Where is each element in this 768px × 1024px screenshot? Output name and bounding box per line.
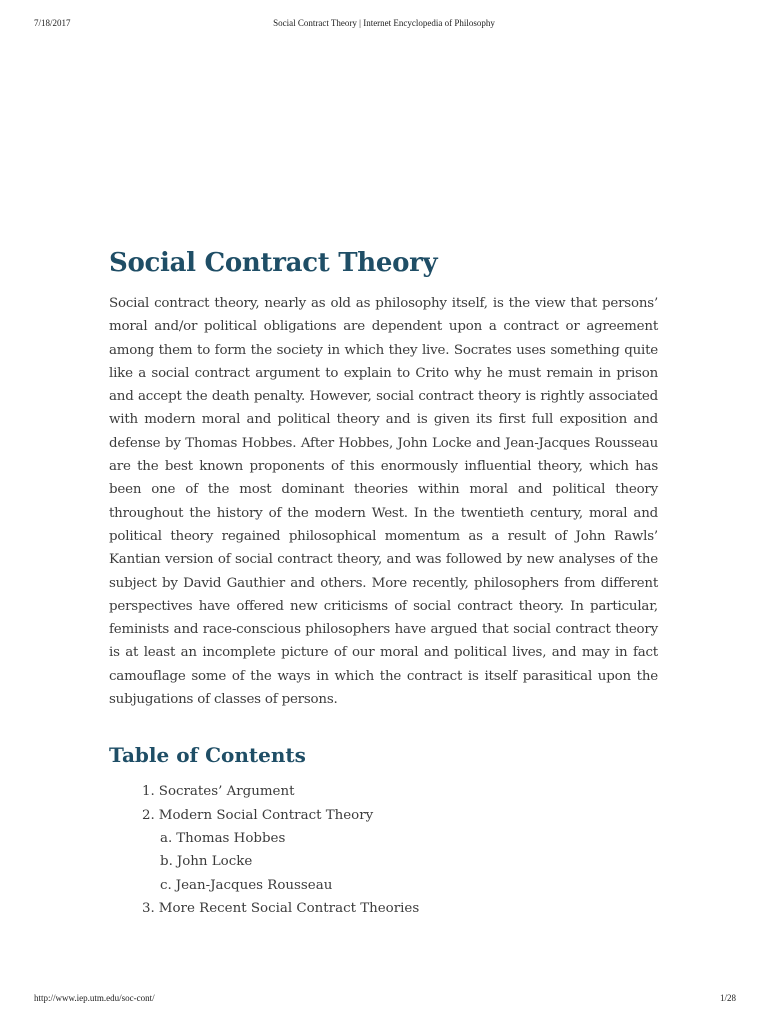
- toc-item-number: 2.: [142, 807, 155, 823]
- article-intro: Social contract theory, nearly as old as philosophy itself, is the view that persons’ moral and/or political obligations are dependent upon a contract or agreement among them to form the society in which they live. Socrates uses something quite like a social contract argument to explain to Crito why he must remain in prison and accept the death penalty. However, social contract theory is rightly associated with modern moral and political theory and is given its first full exposition and defense by Thomas Hobbes. After Hobbes, John Locke and Jean-Jacques Rousseau are the best known proponents of this enormously influential theory, which has been one of the most dominant theories within moral and political theory throughout the history of the modern West. In the twentieth century, moral and political theory regained philosophical momentum as a result of John Rawls’ Kantian version of social contract theory, and was followed by new analyses of the subject by David Gauthier and others. More recently, philosophers from different perspectives have offered new criticisms of social contract theory. In particular, feminists and race-conscious philosophers have argued that social contract theory is at least an incomplete picture of our moral and political lives, and may in fact camouflage some of the ways in which the contract is itself parasitical upon the subjugations of classes of persons.: [109, 296, 658, 708]
- article: [109, 244, 658, 920]
- toc-item-modern-social-contract-theory[interactable]: [109, 804, 658, 827]
- print-date: 7/18/2017: [34, 18, 71, 28]
- toc-item-label[interactable]: Jean-Jacques Rousseau: [175, 877, 333, 893]
- toc-item-number: c.: [160, 877, 172, 893]
- toc-item-label[interactable]: John Locke: [176, 854, 253, 870]
- toc-item-socrates-argument[interactable]: [109, 780, 658, 803]
- toc-item-number: 3.: [142, 900, 155, 916]
- print-url: http://www.iep.utm.edu/soc-cont/: [34, 993, 155, 1003]
- print-footer: [0, 993, 768, 1007]
- article-title: Social Contract Theory: [109, 248, 438, 278]
- toc-item-label[interactable]: Modern Social Contract Theory: [158, 807, 374, 823]
- toc-item-label[interactable]: More Recent Social Contract Theories: [158, 900, 420, 916]
- table-of-contents: [109, 780, 658, 920]
- toc-item-thomas-hobbes[interactable]: [109, 827, 658, 850]
- print-header: [0, 18, 768, 32]
- toc-item-number: 1.: [142, 784, 155, 800]
- page-number: 1/28: [719, 993, 736, 1003]
- toc-item-john-locke[interactable]: [109, 850, 658, 873]
- toc-item-number: a.: [160, 830, 173, 846]
- toc-heading: Table of Contents: [109, 743, 306, 768]
- toc-item-number: b.: [160, 854, 173, 870]
- toc-item-jean-jacques-rousseau[interactable]: [109, 874, 658, 897]
- toc-item-more-recent-theories[interactable]: [109, 897, 658, 920]
- print-page-title: Social Contract Theory | Internet Encyclopedia of Philosophy: [273, 18, 495, 28]
- toc-item-label[interactable]: Thomas Hobbes: [176, 830, 286, 846]
- toc-item-label[interactable]: Socrates’ Argument: [158, 784, 295, 800]
